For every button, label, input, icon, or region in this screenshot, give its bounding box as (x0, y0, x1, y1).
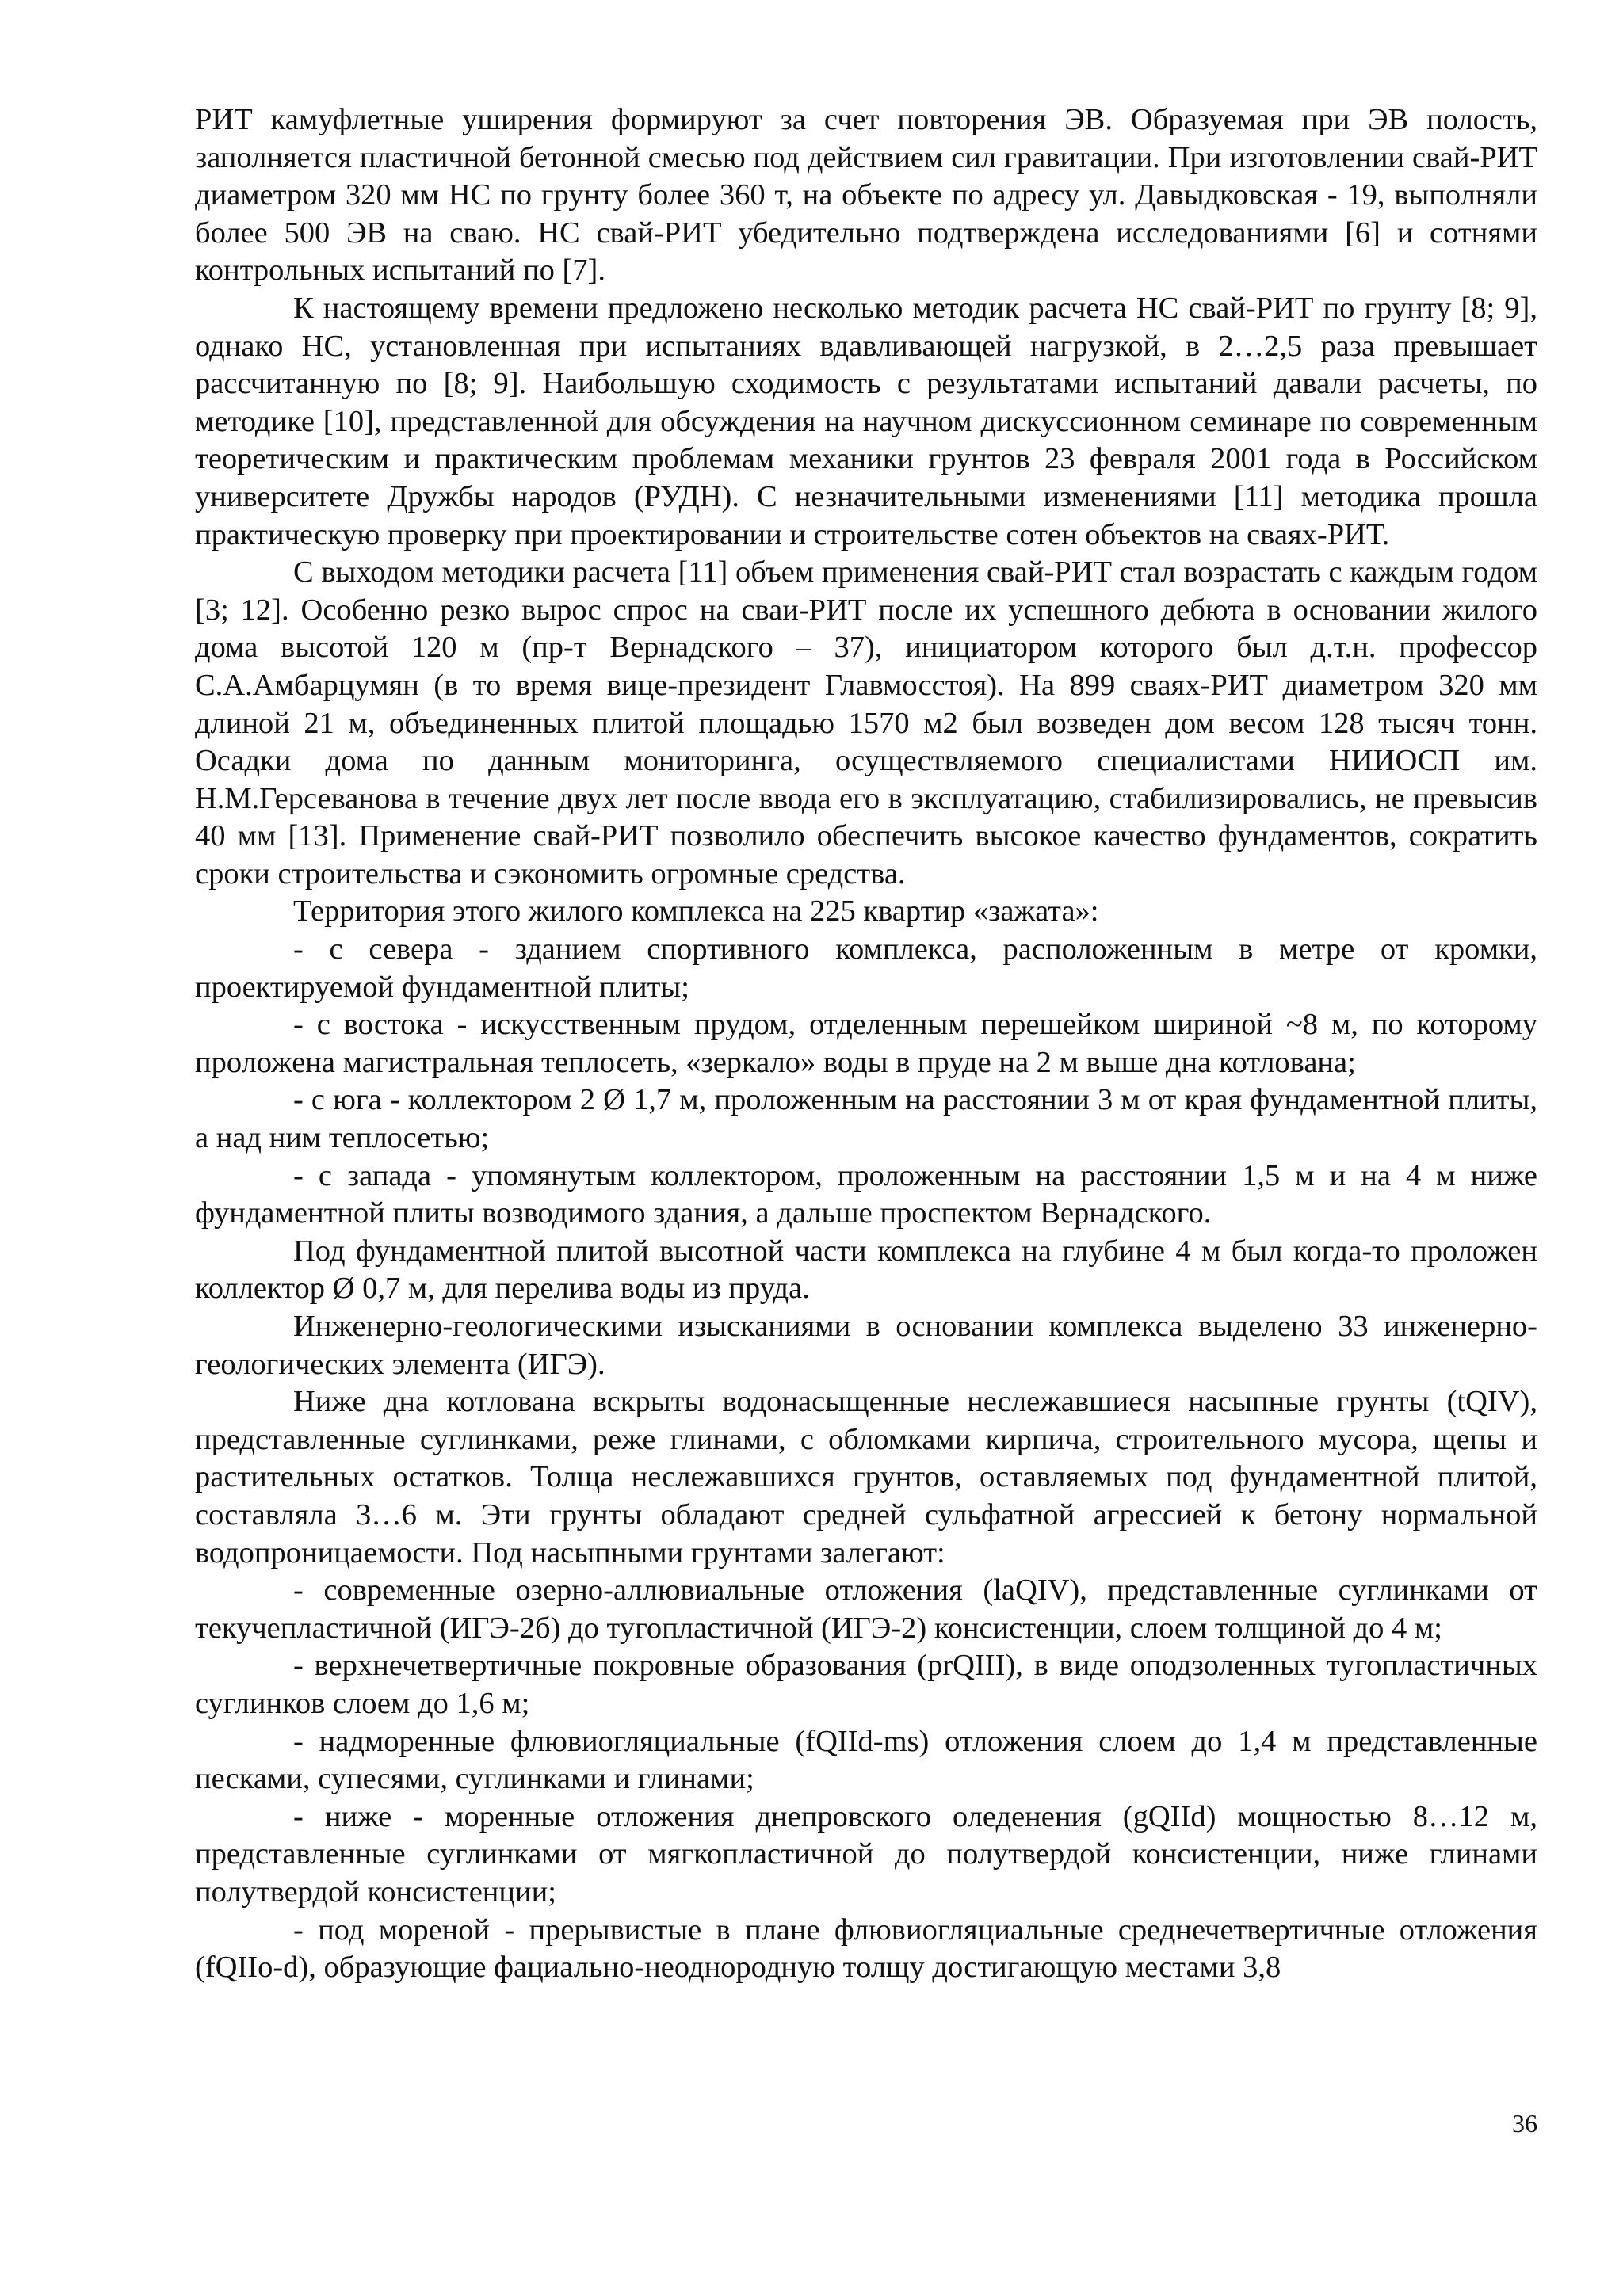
list-item: - с севера - зданием спортивного комплекса, расположенным в метре от кромки, проектируемой фундаментной плиты; (195, 933, 1537, 1004)
paragraph: К настоящему времени предложено несколько методик расчета НС свай-РИТ по грунту [8; 9], однако НС, установленная при испытаниях вдавливающей нагрузкой, в 2…2,5 раза превышает рассчитанную по [8; 9]. Наибольшую сходимость с результатами испытаний давали расчеты, по методике [10], представленной для обсуждения на научном дискуссионном семинаре по современным теоретическим и практическим проблемам механики грунтов 23 февраля 2001 года в Российском университете Дружбы народов (РУДН). С незначительными изменениями [11] методика прошла практическую проверку при проектировании и строительстве сотен объектов на сваях-РИТ. (195, 291, 1537, 551)
list-item: - с запада - упомянутым коллектором, проложенным на расстоянии 1,5 м и на 4 м ниже фундаментной плиты возводимого здания, а дальше проспектом Вернадского. (195, 1158, 1537, 1230)
list-item: - надморенные флювиогляциальные (fQIId-ms) отложения слоем до 1,4 м представленные песками, супесями, суглинками и глинами; (195, 1724, 1537, 1796)
paragraph: С выходом методики расчета [11] объем применения свай-РИТ стал возрастать с каждым годом [3; 12]. Особенно резко вырос спрос на сваи-РИТ после их успешного дебюта в основании жилого дома высотой 120 м (пр-т Вернадского – 37), инициатором которого был д.т.н. профессор С.А.Амбарцумян (в то время вице-президент Главмосстоя). На 899 сваях-РИТ диаметром 320 мм длиной 21 м, объединенных плитой площадью 1570 м2 был возведен дом весом 128 тысяч тонн. Осадки дома по данным мониторинга, осуществляемого специалистами НИИОСП им. Н.М.Герсеванова в течение двух лет после ввода его в эксплуатацию, стабилизировались, не превысив 40 мм [13]. Применение свай-РИТ позволило обеспечить высокое качество фундаментов, сократить сроки строительства и сэкономить огромные средства. (195, 555, 1537, 891)
list-item: - с востока - искусственным прудом, отделенным перешейком шириной ~8 м, по которому проложена магистральная теплосеть, «зеркало» воды в пруде на 2 м выше дна котлована; (195, 1008, 1537, 1079)
page-number: 36 (1512, 2109, 1537, 2138)
paragraph: Инженерно-геологическими изысканиями в основании комплекса выделено 33 инженерно-геологических элемента (ИГЭ). (195, 1310, 1537, 1381)
list-item: - с юга - коллектором 2 Ø 1,7 м, проложенным на расстоянии 3 м от края фундаментной плиты, а над ним теплосетью; (195, 1083, 1537, 1155)
list-item: - современные озерно-аллювиальные отложения (laQIV), представленные суглинками от текучепластичной (ИГЭ-2б) до тугопластичной (ИГЭ-2) консистенции, слоем толщиной до 4 м; (195, 1573, 1537, 1645)
list-item: - под мореной - прерывистые в плане флювиогляциальные среднечетвертичные отложения (fQIIo-d), образующие фациально-неоднородную толщу достигающую местами 3,8 (195, 1913, 1537, 1985)
paragraph: Под фундаментной плитой высотной части комплекса на глубине 4 м был когда-то проложен коллектор Ø 0,7 м, для перелива воды из пруда. (195, 1234, 1537, 1306)
list-item: - ниже - моренные отложения днепровского оледенения (gQIId) мощностью 8…12 м, представленные суглинками от мягкопластичной до полутвердой консистенции, ниже глинами полутвердой консистенции; (195, 1799, 1537, 1909)
paragraph: Территория этого жилого комплекса на 225 квартир «зажата»: (293, 894, 1099, 929)
list-item: - верхнечетвертичные покровные образования (prQIII), в виде оподзоленных тугопластичных суглинков слоем до 1,6 м; (195, 1649, 1537, 1720)
paragraph: РИТ камуфлетные уширения формируют за счет повторения ЭВ. Образуемая при ЭВ полость, заполняется пластичной бетонной смесью под действием сил гравитации. При изготовлении свай-РИТ диаметром 320 мм НС по грунту более 360 т, на объекте по адресу ул. Давыдковская - 19, выполняли более 500 ЭВ на сваю. НС свай-РИТ убедительно подтверждена исследованиями [6] и сотнями контрольных испытаний по [7]. (195, 103, 1537, 288)
paragraph: Ниже дна котлована вскрыты водонасыщенные неслежавшиеся насыпные грунты (tQIV), представленные суглинками, реже глинами, с обломками кирпича, строительного мусора, щепы и растительных остатков. Толща неслежавшихся грунтов, оставляемых под фундаментной плитой, составляла 3…6 м. Эти грунты обладают средней сульфатной агрессией к бетону нормальной водопроницаемости. Под насыпными грунтами залегают: (195, 1385, 1537, 1569)
body-text (195, 101, 1537, 1987)
